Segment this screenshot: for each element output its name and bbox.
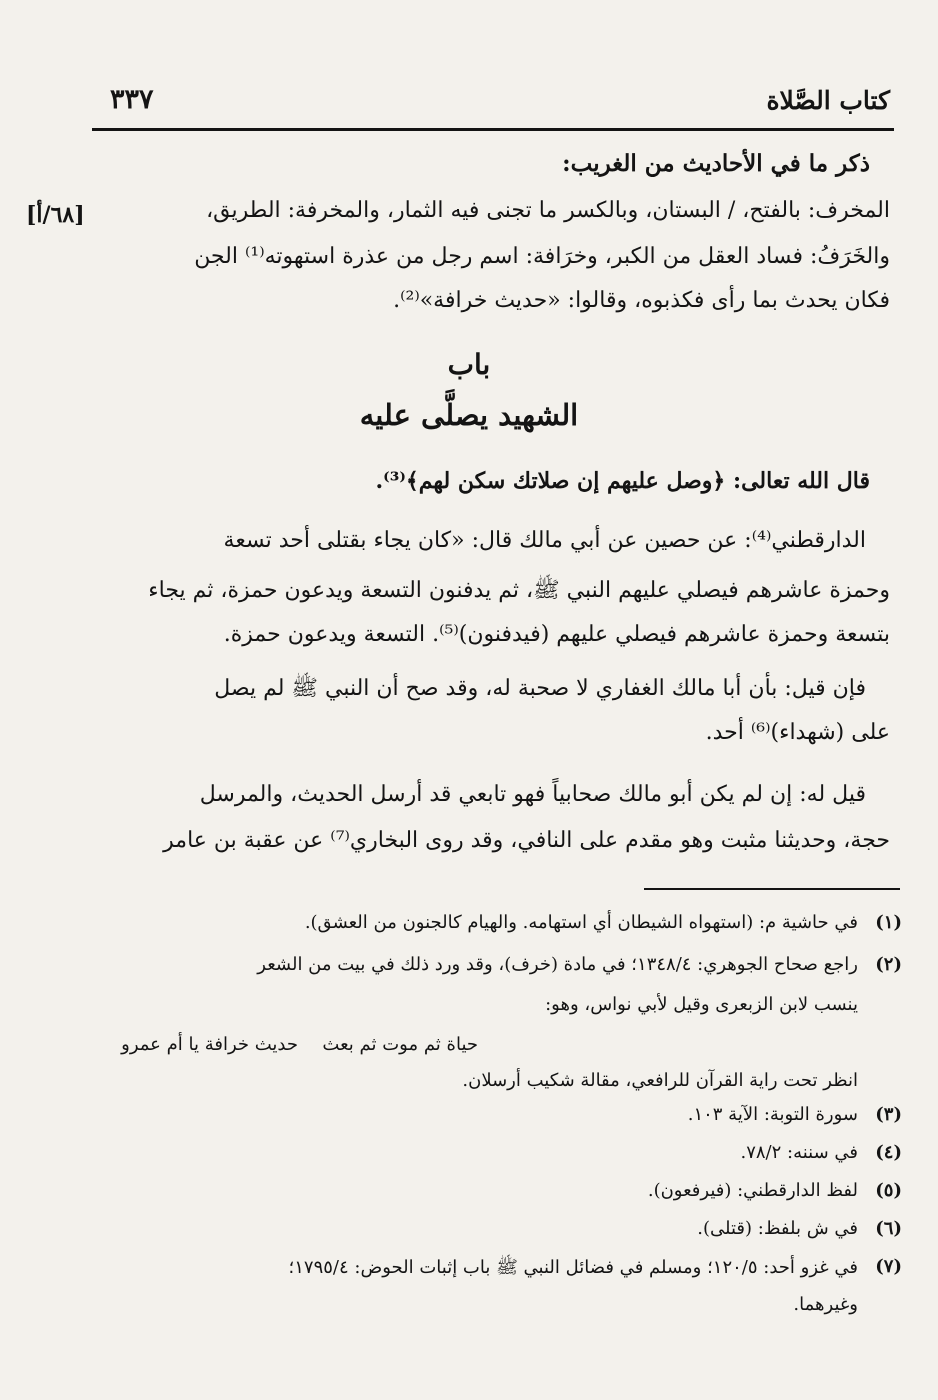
body-line: والخَرَفُ: فساد العقل من الكبر، وخرَافة: اسم رجل من عذرة استهوته⁽¹⁾ الجن — [194, 244, 890, 269]
header-rule — [92, 128, 894, 131]
footnote-text: انظر تحت راية القرآن للرافعي، مقالة شكيب أرسلان. — [462, 1070, 858, 1091]
footnote-number: (٢) — [875, 954, 902, 975]
margin-folio-note: [٦٨/أ] — [26, 202, 85, 228]
footnote-number: (١) — [875, 912, 902, 933]
footnote-text: لفظ الدارقطني: (فيرفعون). — [647, 1180, 858, 1201]
body-line: فكان يحدث بما رأى فكذبوه، وقالوا: «حديث خرافة»⁽²⁾. — [393, 288, 890, 313]
body-line: قيل له: إن لم يكن أبو مالك صحابياً فهو تابعي قد أرسل الحديث، والمرسل — [199, 782, 866, 807]
footnote-text: ينسب لابن الزبعرى وقيل لأبي نواس، وهو: — [545, 994, 858, 1015]
footnote-text: في سننه: ٧٨/٢. — [740, 1142, 858, 1163]
body-line: وحمزة عاشرهم فيصلي عليهم النبي ﷺ، ثم يدفنون التسعة ويدعون حمزة، ثم يجاء — [148, 578, 890, 603]
body-line: الدارقطني⁽⁴⁾: عن حصين عن أبي مالك قال: «كان يجاء بقتلى أحد تسعة — [223, 528, 866, 553]
verse-hemistich: حياة ثم موت ثم بعث — [322, 1034, 478, 1055]
body-line: حجة، وحديثنا مثبت وهو مقدم على النافي، وقد روى البخاري⁽⁷⁾ عن عقبة بن عامر — [163, 828, 890, 853]
verse-hemistich: حديث خرافة يا أم عمرو — [121, 1034, 298, 1055]
footnote-text: في غزو أحد: ١٢٠/٥؛ ومسلم في فضائل النبي ﷺ باب إثبات الحوض: ١٧٩٥/٤؛ — [288, 1257, 858, 1278]
footnote-number: (٤) — [875, 1142, 902, 1163]
footnote-text: وغيرهما. — [793, 1294, 858, 1315]
footnote-text: في حاشية م: (استهواه الشيطان أي استهامه. والهيام كالجنون من العشق). — [304, 912, 858, 933]
footnote-text: راجع صحاح الجوهري: ١٣٤٨/٤؛ في مادة (خرف)، وقد ورد ذلك في بيت من الشعر — [257, 954, 858, 975]
body-line: بتسعة وحمزة عاشرهم فيصلي عليهم (فيدفنون)⁽⁵⁾. التسعة ويدعون حمزة. — [223, 622, 890, 647]
footnote-text: سورة التوبة: الآية ١٠٣. — [687, 1104, 858, 1125]
footnote-number: (٥) — [875, 1180, 902, 1201]
running-header-title: كتاب الصَّلاة — [766, 86, 890, 115]
section-heading: ذكر ما في الأحاديث من الغريب: — [562, 150, 870, 177]
chapter-word: باب — [447, 348, 491, 381]
quran-citation: قال الله تعالى: ﴿وصل عليهم إن صلاتك سكن لهم﴾⁽³⁾. — [375, 468, 870, 494]
footnote-number: (٦) — [875, 1218, 902, 1239]
footnote-number: (٧) — [875, 1256, 902, 1277]
body-line: المخرف: بالفتح، / البستان، وبالكسر ما تجنى فيه الثمار، والمخرفة: الطريق، — [206, 198, 890, 223]
body-line: فإن قيل: بأن أبا مالك الغفاري لا صحبة له، وقد صح أن النبي ﷺ لم يصل — [214, 676, 866, 701]
footnote-number: (٣) — [875, 1104, 902, 1125]
body-line: على (شهداء)⁽⁶⁾ أحد. — [705, 720, 890, 745]
page-number: ٣٣٧ — [110, 84, 154, 115]
footnote-rule — [644, 888, 900, 890]
footnote-text: في ش بلفظ: (قتلى). — [697, 1218, 858, 1239]
chapter-title: الشهيد يصلَّى عليه — [359, 398, 579, 432]
